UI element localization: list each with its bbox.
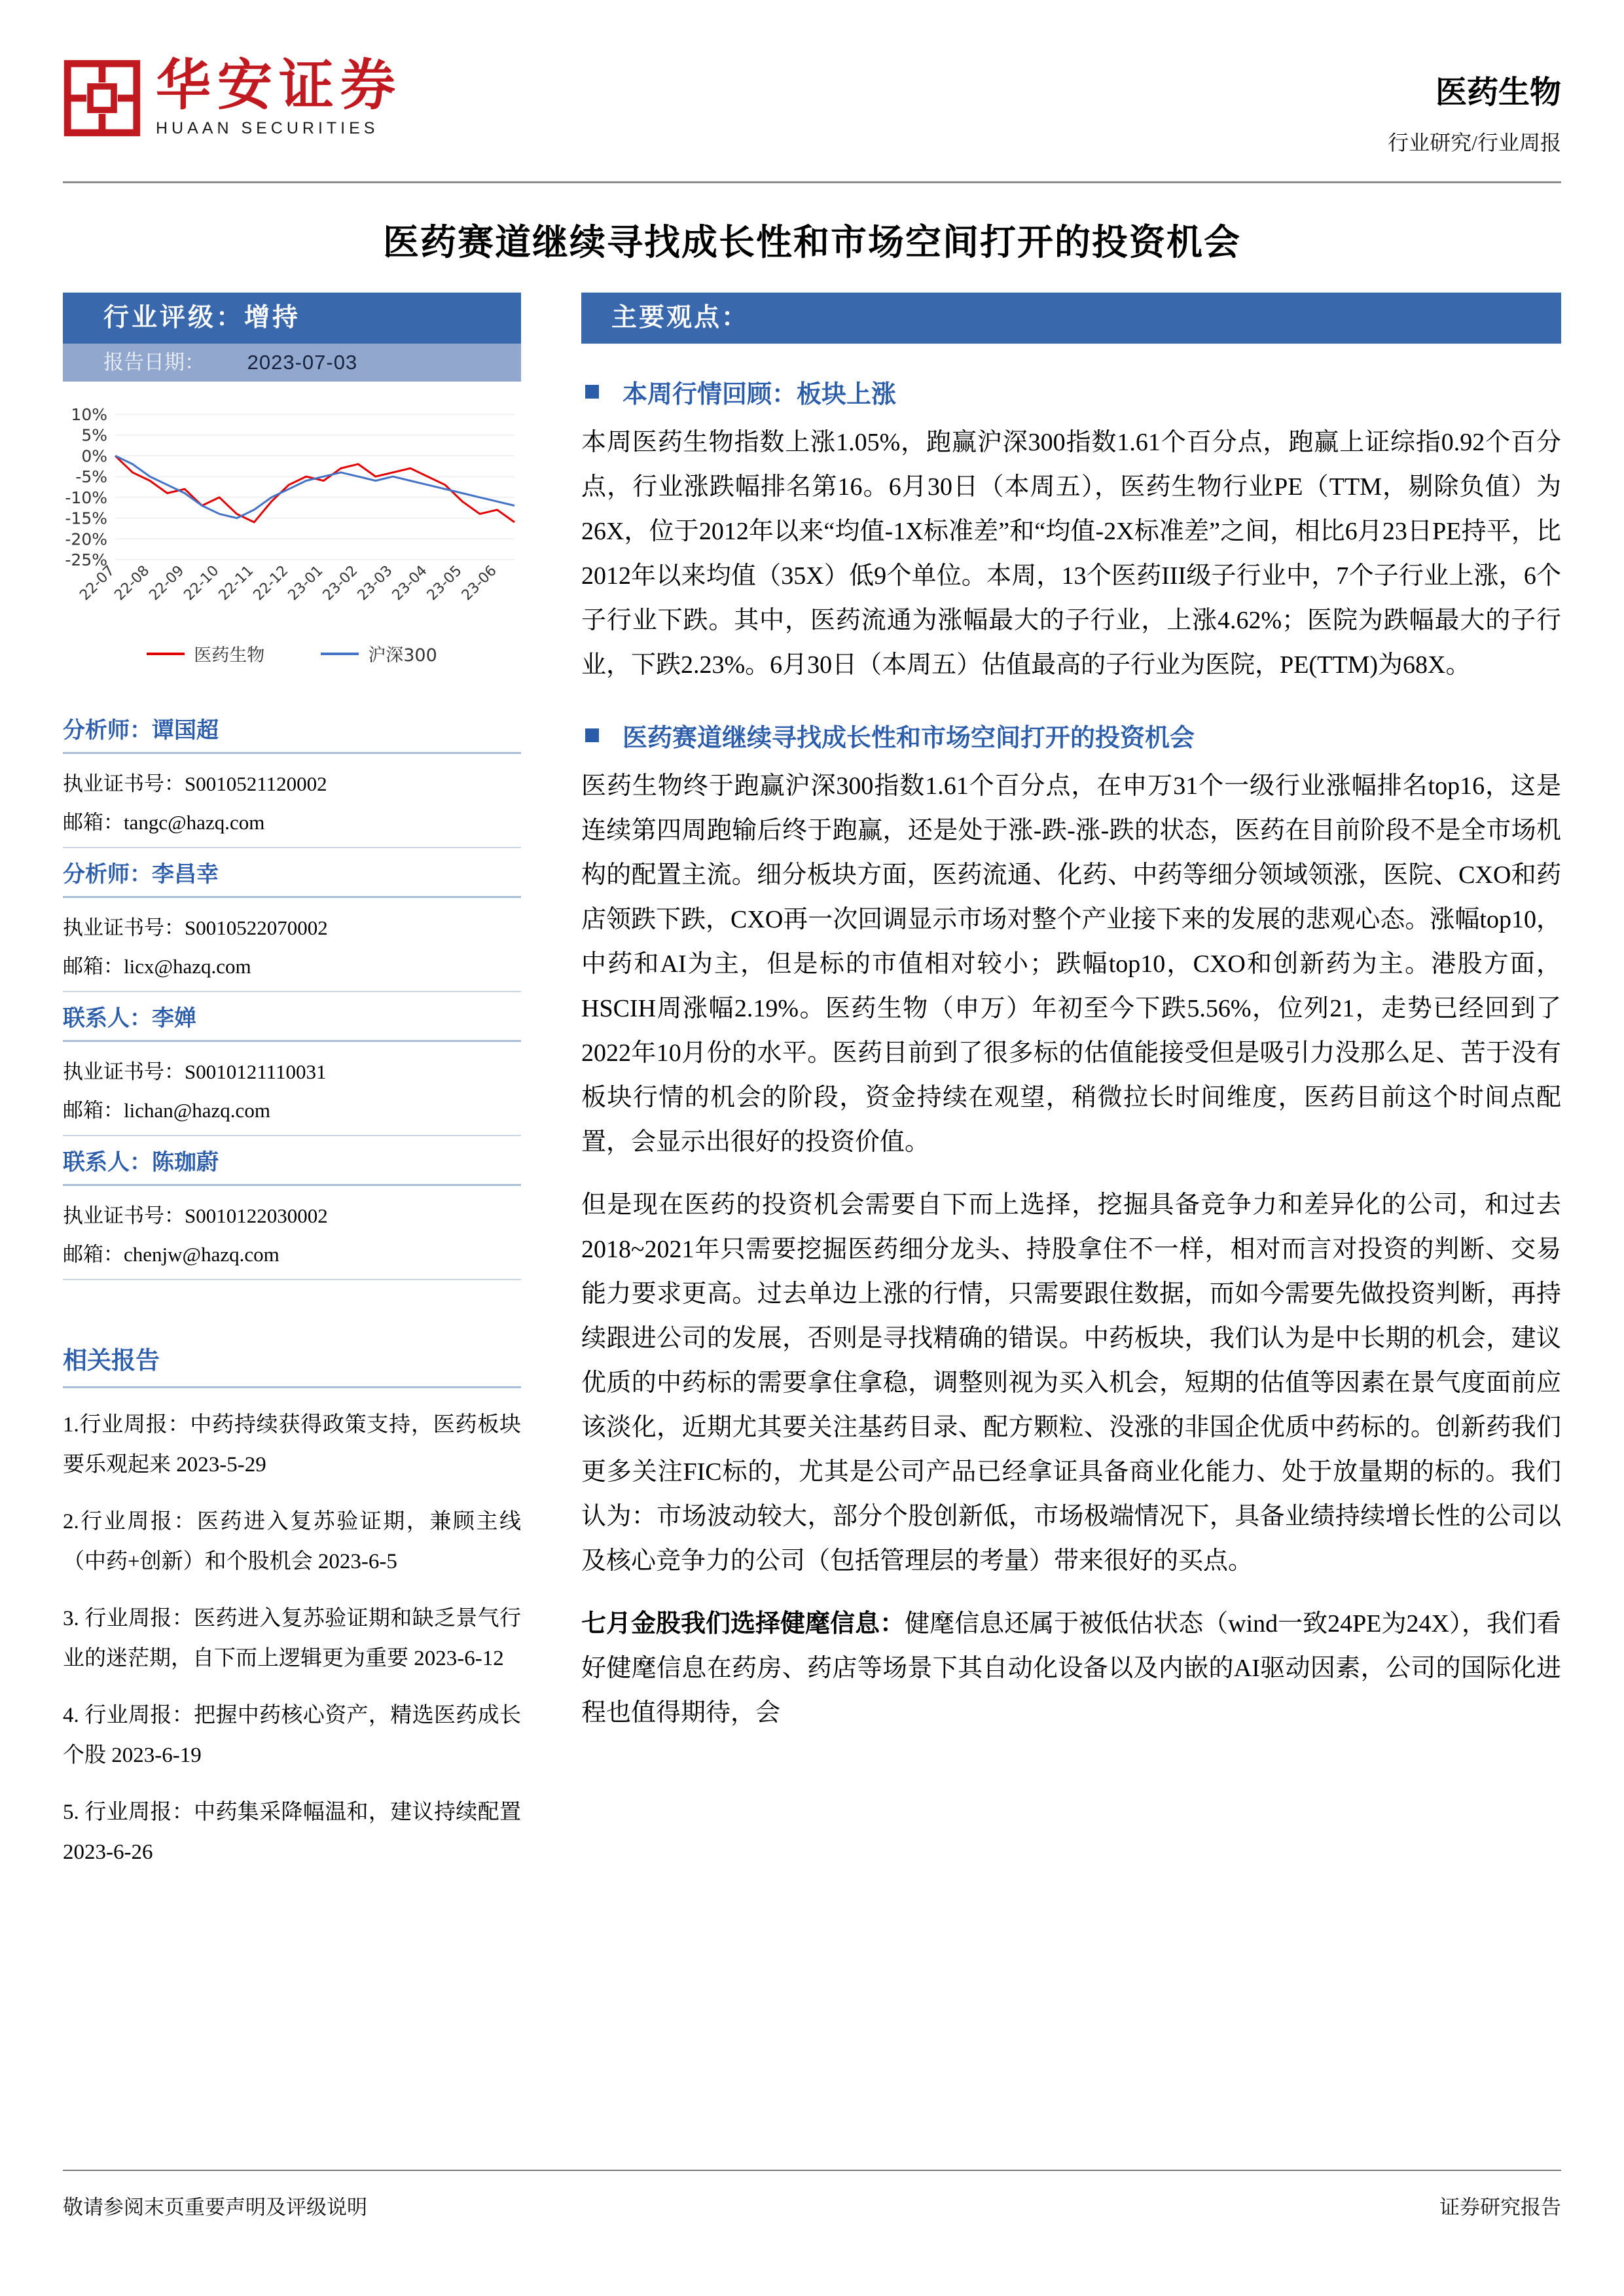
header-divider <box>63 181 1561 183</box>
related-reports <box>63 1340 521 1873</box>
analyst-email <box>63 1087 521 1136</box>
analyst-cert <box>63 1186 521 1231</box>
content-columns <box>63 293 1561 1890</box>
analyst-block <box>63 848 521 992</box>
cert-label: 执业证书号： <box>63 916 185 939</box>
brand-name-cn: 华安证券 <box>156 56 403 117</box>
footer-row <box>63 2191 1561 2220</box>
main-content <box>581 293 1561 1753</box>
report-title: 医药赛道继续寻找成长性和市场空间打开的投资机会 <box>382 222 1241 262</box>
analyst-cert <box>63 754 521 799</box>
svg-text:-10%: -10% <box>65 488 107 507</box>
industry-rating-bar: 行业评级：增持 <box>63 293 521 344</box>
brand-text <box>156 58 402 138</box>
cert-label: 执业证书号： <box>63 772 185 795</box>
analyst-name <box>63 848 521 898</box>
analyst-email <box>63 799 521 848</box>
svg-text:22-07: 22-07 <box>77 562 118 604</box>
brand <box>63 58 402 138</box>
email-value: lichan@hazq.com <box>124 1099 270 1122</box>
svg-text:-5%: -5% <box>75 467 107 487</box>
cert-label: 执业证书号： <box>63 1204 185 1227</box>
svg-text:23-06: 23-06 <box>458 562 500 604</box>
analyst-name-value: 谭国超 <box>152 718 219 743</box>
related-report-item: 5. 行业周报：中药集采降幅温和，建议持续配置 2023-6-26 <box>63 1801 521 1865</box>
svg-text:23-03: 23-03 <box>354 562 396 604</box>
cert-value: S0010121110031 <box>185 1060 327 1083</box>
analyst-email <box>63 1231 521 1280</box>
svg-text:22-11: 22-11 <box>215 562 257 604</box>
cert-value: S0010521120002 <box>185 772 327 795</box>
analyst-email <box>63 943 521 992</box>
related-report-item: 2.行业周报：医药进入复苏验证期，兼顾主线（中药+创新）和个股机会 2023-6-5 <box>63 1510 521 1574</box>
svg-text:0%: 0% <box>81 446 107 466</box>
svg-text:23-05: 23-05 <box>424 562 465 604</box>
analyst-list <box>63 704 521 1280</box>
body-paragraph: 医药生物终于跑赢沪深300指数1.61个百分点，在申万31个一级行业涨幅排名top16，这是连续第四周跑输后终于跑赢，还是处于涨-跌-涨-跌的状态，医药在目前阶段不是全市场机构的配置主流。细分板块方面，医药流通、化药、中药等细分领域领涨，医院、CXO和药店领跌下跌，CXO再一次回调显示市场对整个产业接下来的发展的悲观心态。涨幅top10，中药和AI为主，但是标的市值相对较小；跌幅top10，CXO和创新药为主。港股方面，HSCIH周涨幅2.19%。医药生物（申万）年初至今下跌5.56%，位列21，走势已经回到了2022年10月份的水平。医药目前到了很多标的估值能接受但是吸引力没那么足、苦于没有板块行情的机会的阶段，资金持续在观望，稍微拉长时间维度，医药目前这个时间点配置，会显示出很好的投资价值。 <box>581 772 1561 1156</box>
analyst-name-value: 李婵 <box>152 1006 196 1031</box>
industry-label: 医药生物 <box>1435 75 1561 110</box>
performance-chart <box>63 404 521 666</box>
cert-value: S0010522070002 <box>185 916 328 939</box>
analyst-role-label: 联系人： <box>63 1150 152 1175</box>
analyst-name <box>63 704 521 754</box>
related-report-item: 3. 行业周报：医药进入复苏验证期和缺乏景气行业的迷茫期，自下而上逻辑更为重要 2023-6-12 <box>63 1607 521 1671</box>
sidebar <box>63 293 521 1890</box>
analyst-block <box>63 704 521 848</box>
related-report-item: 4. 行业周报：把握中药核心资产，精选医药成长个股 2023-6-19 <box>63 1704 521 1768</box>
svg-text:23-04: 23-04 <box>389 562 431 604</box>
section-title: 医药赛道继续寻找成长性和市场空间打开的投资机会 <box>623 725 1195 752</box>
analyst-cert <box>63 898 521 943</box>
analyst-block <box>63 1136 521 1280</box>
analyst-role-label: 联系人： <box>63 1006 152 1031</box>
chart-legend <box>63 641 521 666</box>
svg-text:-25%: -25% <box>65 550 107 569</box>
legend-line-icon <box>147 653 185 655</box>
related-reports-title: 相关报告 <box>63 1340 521 1388</box>
legend-line-icon <box>321 653 359 655</box>
email-value: tangc@hazq.com <box>124 811 265 834</box>
email-label: 邮箱： <box>63 955 124 978</box>
section-weekly-review <box>581 374 1561 687</box>
legend-item-0: 医药生物 <box>147 641 264 666</box>
svg-text:23-02: 23-02 <box>319 562 361 604</box>
svg-text:5%: 5% <box>81 425 107 445</box>
page-footer <box>63 2170 1561 2220</box>
square-bullet-icon <box>585 728 599 742</box>
square-bullet-icon <box>585 385 599 399</box>
svg-text:-20%: -20% <box>65 529 107 549</box>
svg-text:-15%: -15% <box>65 509 107 528</box>
huaan-logo-icon <box>63 59 141 137</box>
section-investment-opportunity <box>581 717 1561 1735</box>
analyst-name <box>63 992 521 1042</box>
svg-text:10%: 10% <box>71 405 107 424</box>
svg-text:22-08: 22-08 <box>111 562 153 604</box>
report-date-bar <box>63 344 521 382</box>
golden-stock-rest: 健麾信息还属于被低估状态（wind一致24PE为24X），我们看好健麾信息在药房、药店等场景下其自动化设备以及内嵌的AI驱动因素，公司的国际化进程也值得期待，会 <box>581 1610 1561 1727</box>
golden-stock-paragraph <box>581 1602 1561 1735</box>
section-title-row <box>581 374 1561 410</box>
header-right <box>1388 58 1561 156</box>
performance-chart-plot <box>63 404 521 639</box>
section-title: 本周行情回顾：板块上涨 <box>623 381 897 408</box>
report-category: 行业研究/行业周报 <box>1388 131 1561 154</box>
cert-label: 执业证书号： <box>63 1060 185 1083</box>
body-paragraph: 本周医药生物指数上涨1.05%，跑赢沪深300指数1.61个百分点，跑赢上证综指0.92个百分点，行业涨跌幅排名第16。6月30日（本周五），医药生物行业PE（TTM，剔除负值）为26X，位于2012年以来“均值-1X标准差”和“均值-2X标准差”之间，相比6月23日PE持平，比2012年以来均值（35X）低9个单位。本周，13个医药III级子行业中，7个子行业上涨，6个子行业下跌。其中，医药流通为涨幅最大的子行业，上涨4.62%；医院为跌幅最大的子行业，下跌2.23%。6月30日（本周五）估值最高的子行业为医院，PE(TTM)为68X。 <box>581 429 1561 679</box>
footer-disclaimer: 敬请参阅末页重要声明及评级说明 <box>63 2196 367 2219</box>
analyst-name-value: 李昌幸 <box>152 862 219 887</box>
svg-text:22-12: 22-12 <box>250 562 292 604</box>
footer-report-type: 证券研究报告 <box>1439 2196 1561 2219</box>
body-paragraph: 但是现在医药的投资机会需要自下而上选择，挖掘具备竞争力和差异化的公司，和过去2018~2021年只需要挖掘医药细分龙头、持股拿住不一样，相对而言对投资的判断、交易能力要求更高。过去单边上涨的行情，只需要跟住数据，而如今需要先做投资判断，再持续跟进公司的发展，否则是寻找精确的错误。中药板块，我们认为是中长期的机会，建议优质的中药标的需要拿住拿稳，调整则视为买入机会，短期的估值等因素在景气度面前应该淡化，近期尤其要关注基药目录、配方颗粒、没涨的非国企优质中药标的。创新药我们更多关注FIC标的，尤其是公司产品已经拿证具备商业化能力、处于放量期的标的。我们认为：市场波动较大，部分个股创新低，市场极端情况下，具备业绩持续增长性的公司以及核心竞争力的公司（包括管理层的考量）带来很好的买点。 <box>581 1191 1561 1575</box>
main-heading-bar: 主要观点： <box>581 293 1561 344</box>
report-date-label: 报告日期： <box>103 351 205 374</box>
footer-divider <box>63 2170 1561 2171</box>
email-label: 邮箱： <box>63 1099 124 1122</box>
legend-item-1: 沪深300 <box>321 641 437 666</box>
email-value: chenjw@hazq.com <box>124 1243 280 1266</box>
svg-text:22-09: 22-09 <box>146 562 188 604</box>
analyst-block <box>63 992 521 1136</box>
brand-name-en: HUAAN SECURITIES <box>156 119 379 138</box>
report-header <box>63 58 1561 156</box>
section-title-row <box>581 717 1561 753</box>
email-label: 邮箱： <box>63 811 124 834</box>
golden-stock-lead: 七月金股我们选择健麾信息： <box>581 1610 905 1638</box>
analyst-name-value: 陈珈蔚 <box>152 1150 219 1175</box>
analyst-role-label: 分析师： <box>63 718 152 743</box>
report-date-value: 2023-07-03 <box>247 351 358 374</box>
related-report-item: 1.行业周报：中药持续获得政策支持，医药板块要乐观起来 2023-5-29 <box>63 1413 521 1477</box>
cert-value: S0010122030002 <box>185 1204 328 1227</box>
svg-text:23-01: 23-01 <box>285 562 327 604</box>
analyst-name <box>63 1136 521 1186</box>
svg-text:22-10: 22-10 <box>181 562 223 604</box>
email-value: licx@hazq.com <box>124 955 251 978</box>
email-label: 邮箱： <box>63 1243 124 1266</box>
analyst-role-label: 分析师： <box>63 862 152 887</box>
analyst-cert <box>63 1042 521 1087</box>
